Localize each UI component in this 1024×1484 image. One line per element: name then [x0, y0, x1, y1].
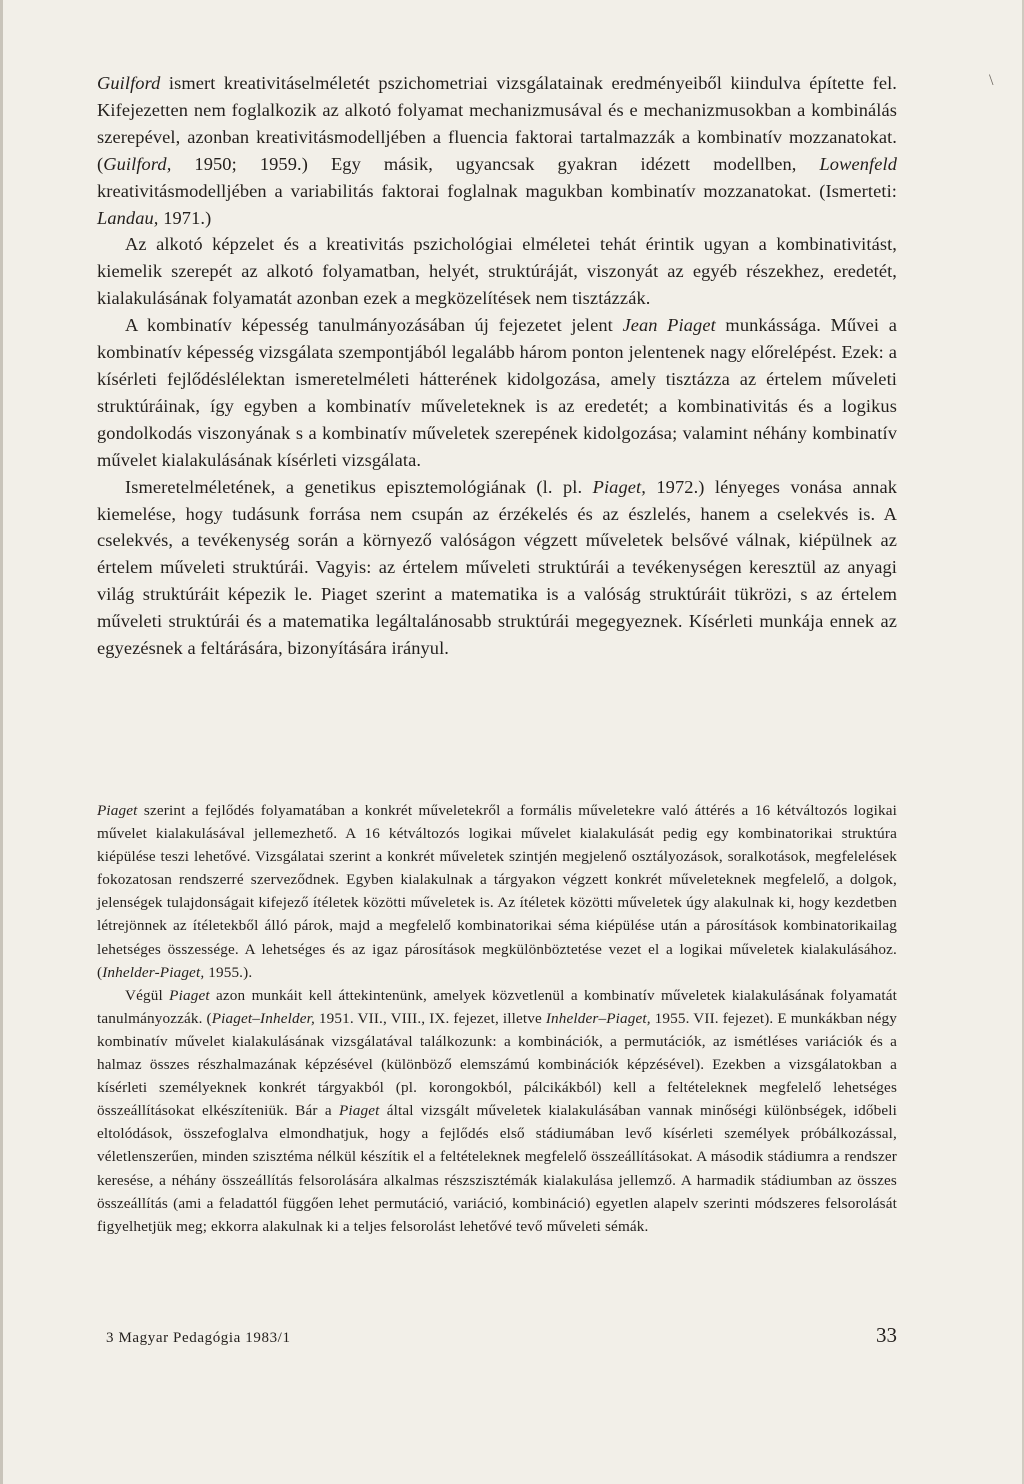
italic-citation: Piaget–Inhelder,: [211, 1009, 315, 1027]
text-run: ismert kreativitáselméletét pszichometriai vizsgálatainak eredményeiből kiindulva építette fel. Kifejezetten nem foglalkozik az alkotó folyamat mechanizmusával és e mechanizmusokban a kombinálás szerepével, azonban kreativitásmodelljében a fluencia faktorai tartalmazzák a kombinatív mozzanatokat. (: [97, 73, 897, 174]
italic-citation: Lowenfeld: [819, 153, 897, 174]
paragraphs-paragraph: [97, 312, 897, 473]
main-text: [97, 70, 897, 662]
italic-citation: Inhelder–Piaget,: [545, 1009, 651, 1027]
text-run: 1951. VII., VIII., IX. fejezet, illetve: [314, 1009, 546, 1027]
italic-citation: Piaget: [97, 802, 138, 819]
small-print-text: [97, 799, 897, 1238]
italic-citation: Piaget: [338, 1102, 380, 1120]
text-run: 1955.).: [204, 963, 253, 981]
text-run: Végül: [125, 986, 170, 1004]
italic-citation: Jean Piaget: [622, 315, 716, 336]
paragraphs-paragraph: [97, 474, 897, 662]
page-number: 33: [876, 1323, 897, 1347]
small_paragraphs-paragraph: [97, 984, 897, 1238]
italic-citation: Piaget,: [592, 476, 646, 497]
text-run: Ismeretelméletének, a genetikus episztemológiának (l. pl.: [125, 476, 593, 497]
text-run: azon munkáit kell áttekintenünk, amelyek közvetlenül a kombinatív műveletek kialakulásának folyamatát tanulmányozzák. (: [97, 986, 897, 1027]
text-run: 1950; 1959.) Egy másik, ugyancsak gyakran idézett modellben,: [171, 153, 820, 174]
text-run: munkássága. Művei a kombinatív képesség vizsgálata szempontjából legalább három ponton jelentenek nagy előrelépést. Ezek: a kísérleti fejlődéslélektan ismeretelméleti hátterének kidolgozása, amely tisztázza az értelem műveleti struktúráinak, így egyben a kombinatív műveleteknek is az eredetét; a kombinativitás és a logikus gondolkodás viszonyának s a kombinatív műveletek szerepének kidolgozása; valamint néhány kombinatív művelet kialakulásának kísérleti vizsgálata.: [97, 315, 897, 470]
text-run: szerint a fejlődés folyamatában a konkrét műveletekről a formális műveletekre való áttérés a 16 kétváltozós logikai művelet kialakulásával jellemezhető. A 16 kétváltozós logikai művelet kialakulását pedig egy kombinatorikai struktúra kiépülése teszi lehetővé. Vizsgálatai szerint a konkrét műveletek szintjén megjelenő osztályozások, soralkotások, megfelelések fokozatosan rendszerré szerveződnek. Egyben kialakulnak a tárgyakon végzett konkrét műveleteknek megfelelő, a dolgok, jelenségek tulajdonságait kifejező ítéletek közötti műveletek is. Az ítéletek közötti műveletek úgy alakulnak ki, hogy kezdetben létrejönnek az ítéletekből álló párok, majd a megfelelő kombinatorikai séma kiépülése után a párosítások kombinatorikailag lehetséges összessége. A lehetséges és az igaz párosítások megkülönböztetése vezet el a logikai műveletek kialakulásához. (: [97, 802, 897, 981]
italic-citation: Inhelder-Piaget,: [102, 963, 205, 981]
paragraphs-paragraph: [97, 231, 897, 312]
running-footer: 3 Magyar Pedagógia 1983/1: [106, 1330, 291, 1346]
text-run: Az alkotó képzelet és a kreativitás pszichológiai elméletei tehát érintik ugyan a kombinativitást, kiemelik szerepét az alkotó folyamatban, helyét, struktúráját, viszonyát az egyéb részekhez, eredetét, kialakulásának folyamatát azonban ezek a megközelítések nem tisztázzák.: [97, 234, 897, 309]
italic-citation: Landau,: [97, 207, 159, 228]
italic-citation: Piaget: [169, 986, 210, 1004]
italic-citation: Guilford,: [103, 153, 172, 174]
text-run: által vizsgált műveletek kialakulásában vannak minőségi különbségek, időbeli eltolódások, összefoglalva elmondhatjuk, hogy a fejlődés első stádiumában levő kísérleti személyek próbálkozással, véletlenszerűen, minden szisztéma nélkül készítik el a feltételeknek megfelelő összeállításokat. A második stádiumra a rendszer keresése, a néhány összeállítás felsorolására alkalmas részszisztémák kialakulása jellemző. A harmadik stádiumban az összes összeállítás (ami a feladattól függően lehet permutáció, variáció, kombináció) egyetlen alapelv szerinti módszeres felsorolását figyelhetjük meg; ekkorra alakulnak ki a teljes felsorolást lehetővé tevő műveleti sémák.: [97, 1102, 897, 1235]
text-run: 1972.) lényeges vonása annak kiemelése, hogy tudásunk forrása nem csupán az érzékelés és az észlelés, hanem a cselekvés is. A cselekvés, a tevékenység során a környező valóságon végzett műveletek belsővé válnak, kiépülnek az értelem műveleti struktúrái. Vagyis: az értelem műveleti struktúrái a tevékenységen keresztül az anyagi világ struktúráit képezik le. Piaget szerint a matematika is a valóság struktúráit tükrözi, s az értelem műveleti struktúrái és a matematika legáltalánosabb struktúrái megegyeznek. Kísérleti munkája ennek az egyezésnek a feltárására, bizonyítására irányul.: [97, 476, 897, 659]
small_paragraphs-paragraph: [97, 799, 897, 984]
margin-mark: \: [989, 72, 994, 89]
text-run: 1955. VII. fejezet). E munkákban négy kombinatív művelet kialakulásának vizsgálatával találkozunk: a kombinációk, a permutációk, az ismétléses variációk és a halmaz összes részhalmazának képzésével (különböző elemszámú kombinációk képzésével). Ezekben a vizsgálatokban a kísérleti személyeknek konkrét tárgyakból (pl. korongokból, pálcikákból) kell a feltételeknek megfelelő lehetséges összeállításokat elkészíteniük. Bár a: [97, 1009, 897, 1120]
text-run: 1971.): [158, 207, 212, 228]
paragraphs-paragraph: [97, 70, 897, 231]
text-run: A kombinatív képesség tanulmányozásában új fejezetet jelent: [125, 315, 623, 336]
italic-citation: Guilford: [97, 73, 161, 93]
text-run: kreativitásmodelljében a variabilitás faktorai foglalnak magukban kombinatív mozzanatokat. (Ismerteti:: [97, 180, 897, 201]
